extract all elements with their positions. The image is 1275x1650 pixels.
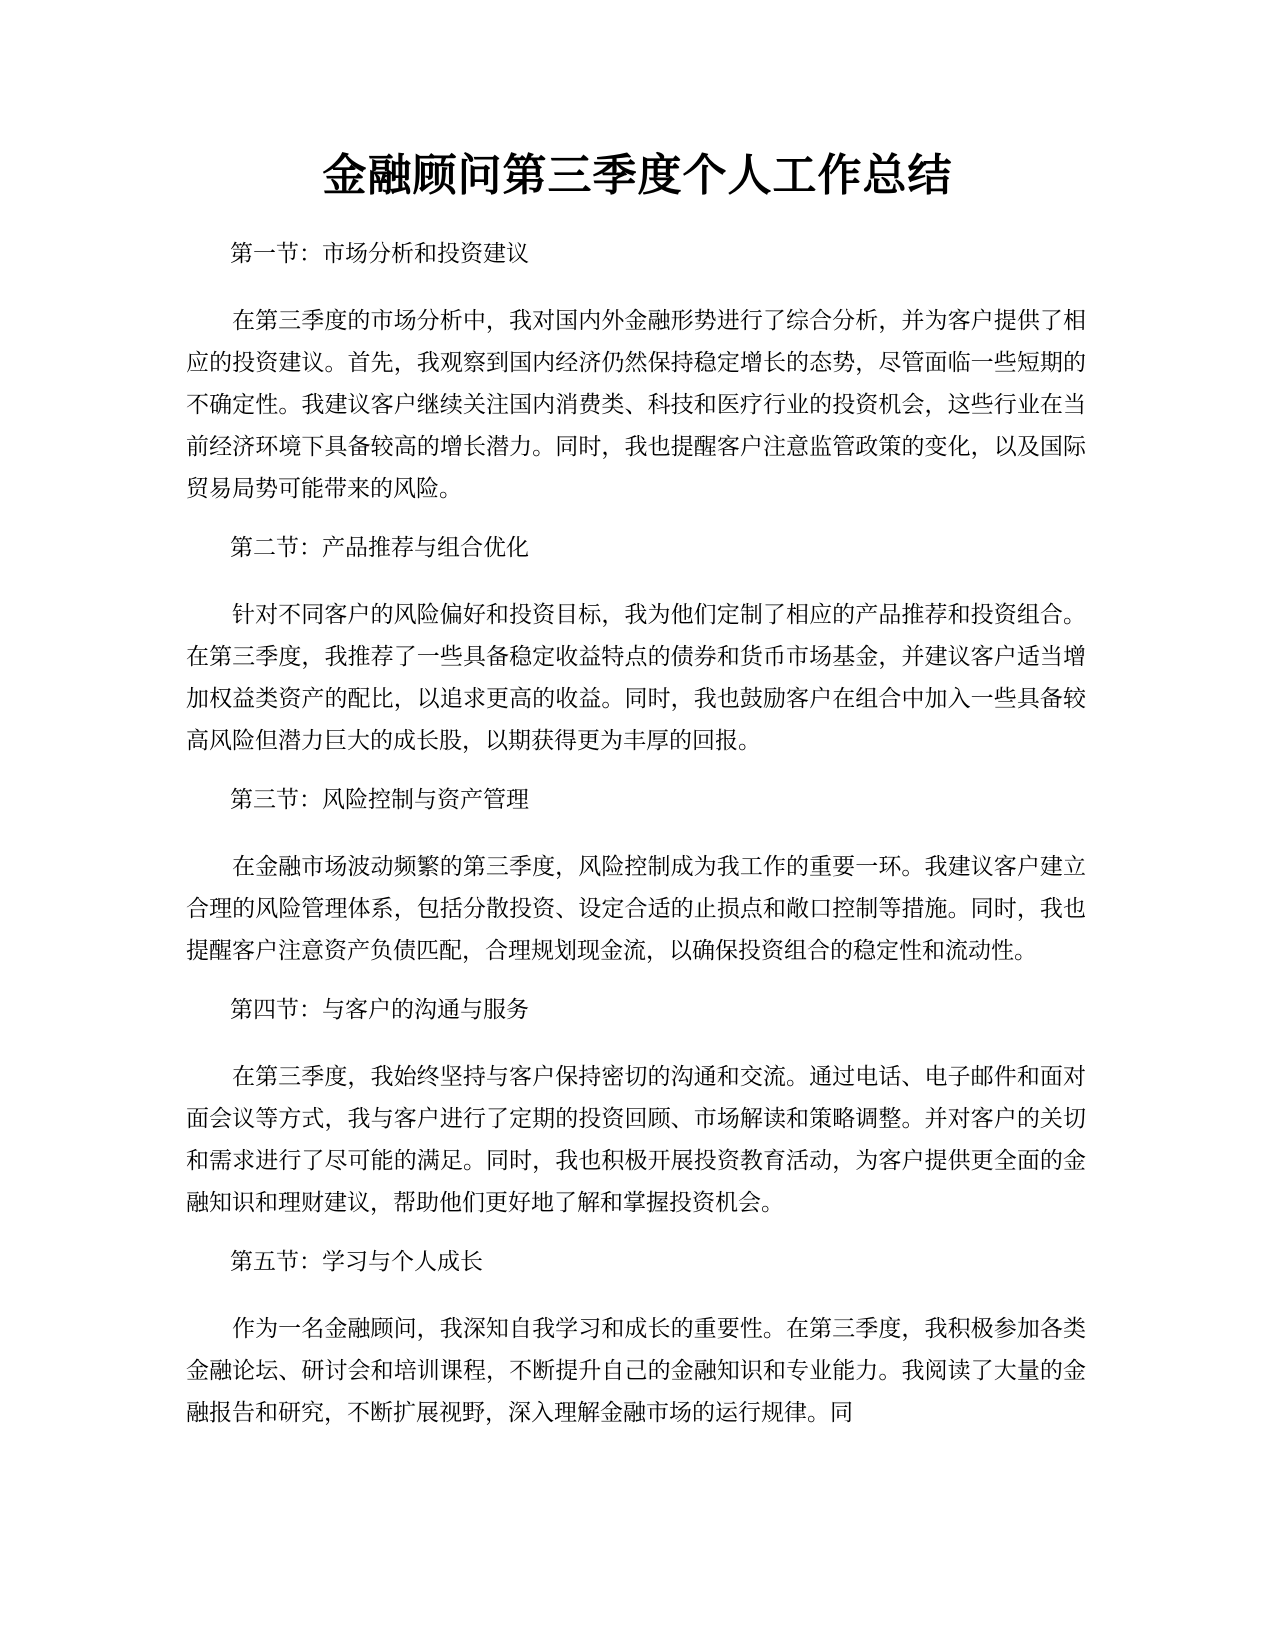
section-4 [186, 994, 1086, 1224]
section-2 [186, 532, 1086, 762]
section-paragraph: 作为一名金融顾问，我深知自我学习和成长的重要性。在第三季度，我积极参加各类金融论坛、研讨会和培训课程，不断提升自己的金融知识和专业能力。我阅读了大量的金融报告和研究，不断扩展视野，深入理解金融市场的运行规律。同 [186, 1316, 1086, 1426]
section-heading: 第一节：市场分析和投资建议 [230, 241, 529, 267]
document-title: 金融顾问第三季度个人工作总结 [322, 150, 953, 201]
section-1 [186, 238, 1086, 510]
section-heading: 第四节：与客户的沟通与服务 [230, 997, 529, 1023]
section-heading: 第二节：产品推荐与组合优化 [230, 535, 529, 561]
section-paragraph: 在第三季度，我始终坚持与客户保持密切的沟通和交流。通过电话、电子邮件和面对面会议等方式，我与客户进行了定期的投资回顾、市场解读和策略调整。并对客户的关切和需求进行了尽可能的满足。同时，我也积极开展投资教育活动，为客户提供更全面的金融知识和理财建议，帮助他们更好地了解和掌握投资机会。 [186, 1064, 1086, 1216]
section-5 [186, 1246, 1086, 1434]
section-3 [186, 784, 1086, 972]
section-heading: 第五节：学习与个人成长 [230, 1249, 483, 1275]
section-paragraph: 在第三季度的市场分析中，我对国内外金融形势进行了综合分析，并为客户提供了相应的投资建议。首先，我观察到国内经济仍然保持稳定增长的态势，尽管面临一些短期的不确定性。我建议客户继续关注国内消费类、科技和医疗行业的投资机会，这些行业在当前经济环境下具备较高的增长潜力。同时，我也提醒客户注意监管政策的变化，以及国际贸易局势可能带来的风险。 [186, 308, 1086, 502]
section-heading: 第三节：风险控制与资产管理 [230, 787, 529, 813]
section-paragraph: 在金融市场波动频繁的第三季度，风险控制成为我工作的重要一环。我建议客户建立合理的风险管理体系，包括分散投资、设定合适的止损点和敞口控制等措施。同时，我也提醒客户注意资产负债匹配，合理规划现金流，以确保投资组合的稳定性和流动性。 [186, 854, 1086, 964]
document-body [186, 238, 1086, 1456]
section-paragraph: 针对不同客户的风险偏好和投资目标，我为他们定制了相应的产品推荐和投资组合。在第三季度，我推荐了一些具备稳定收益特点的债券和货币市场基金，并建议客户适当增加权益类资产的配比，以追求更高的收益。同时，我也鼓励客户在组合中加入一些具备较高风险但潜力巨大的成长股，以期获得更为丰厚的回报。 [186, 602, 1086, 754]
